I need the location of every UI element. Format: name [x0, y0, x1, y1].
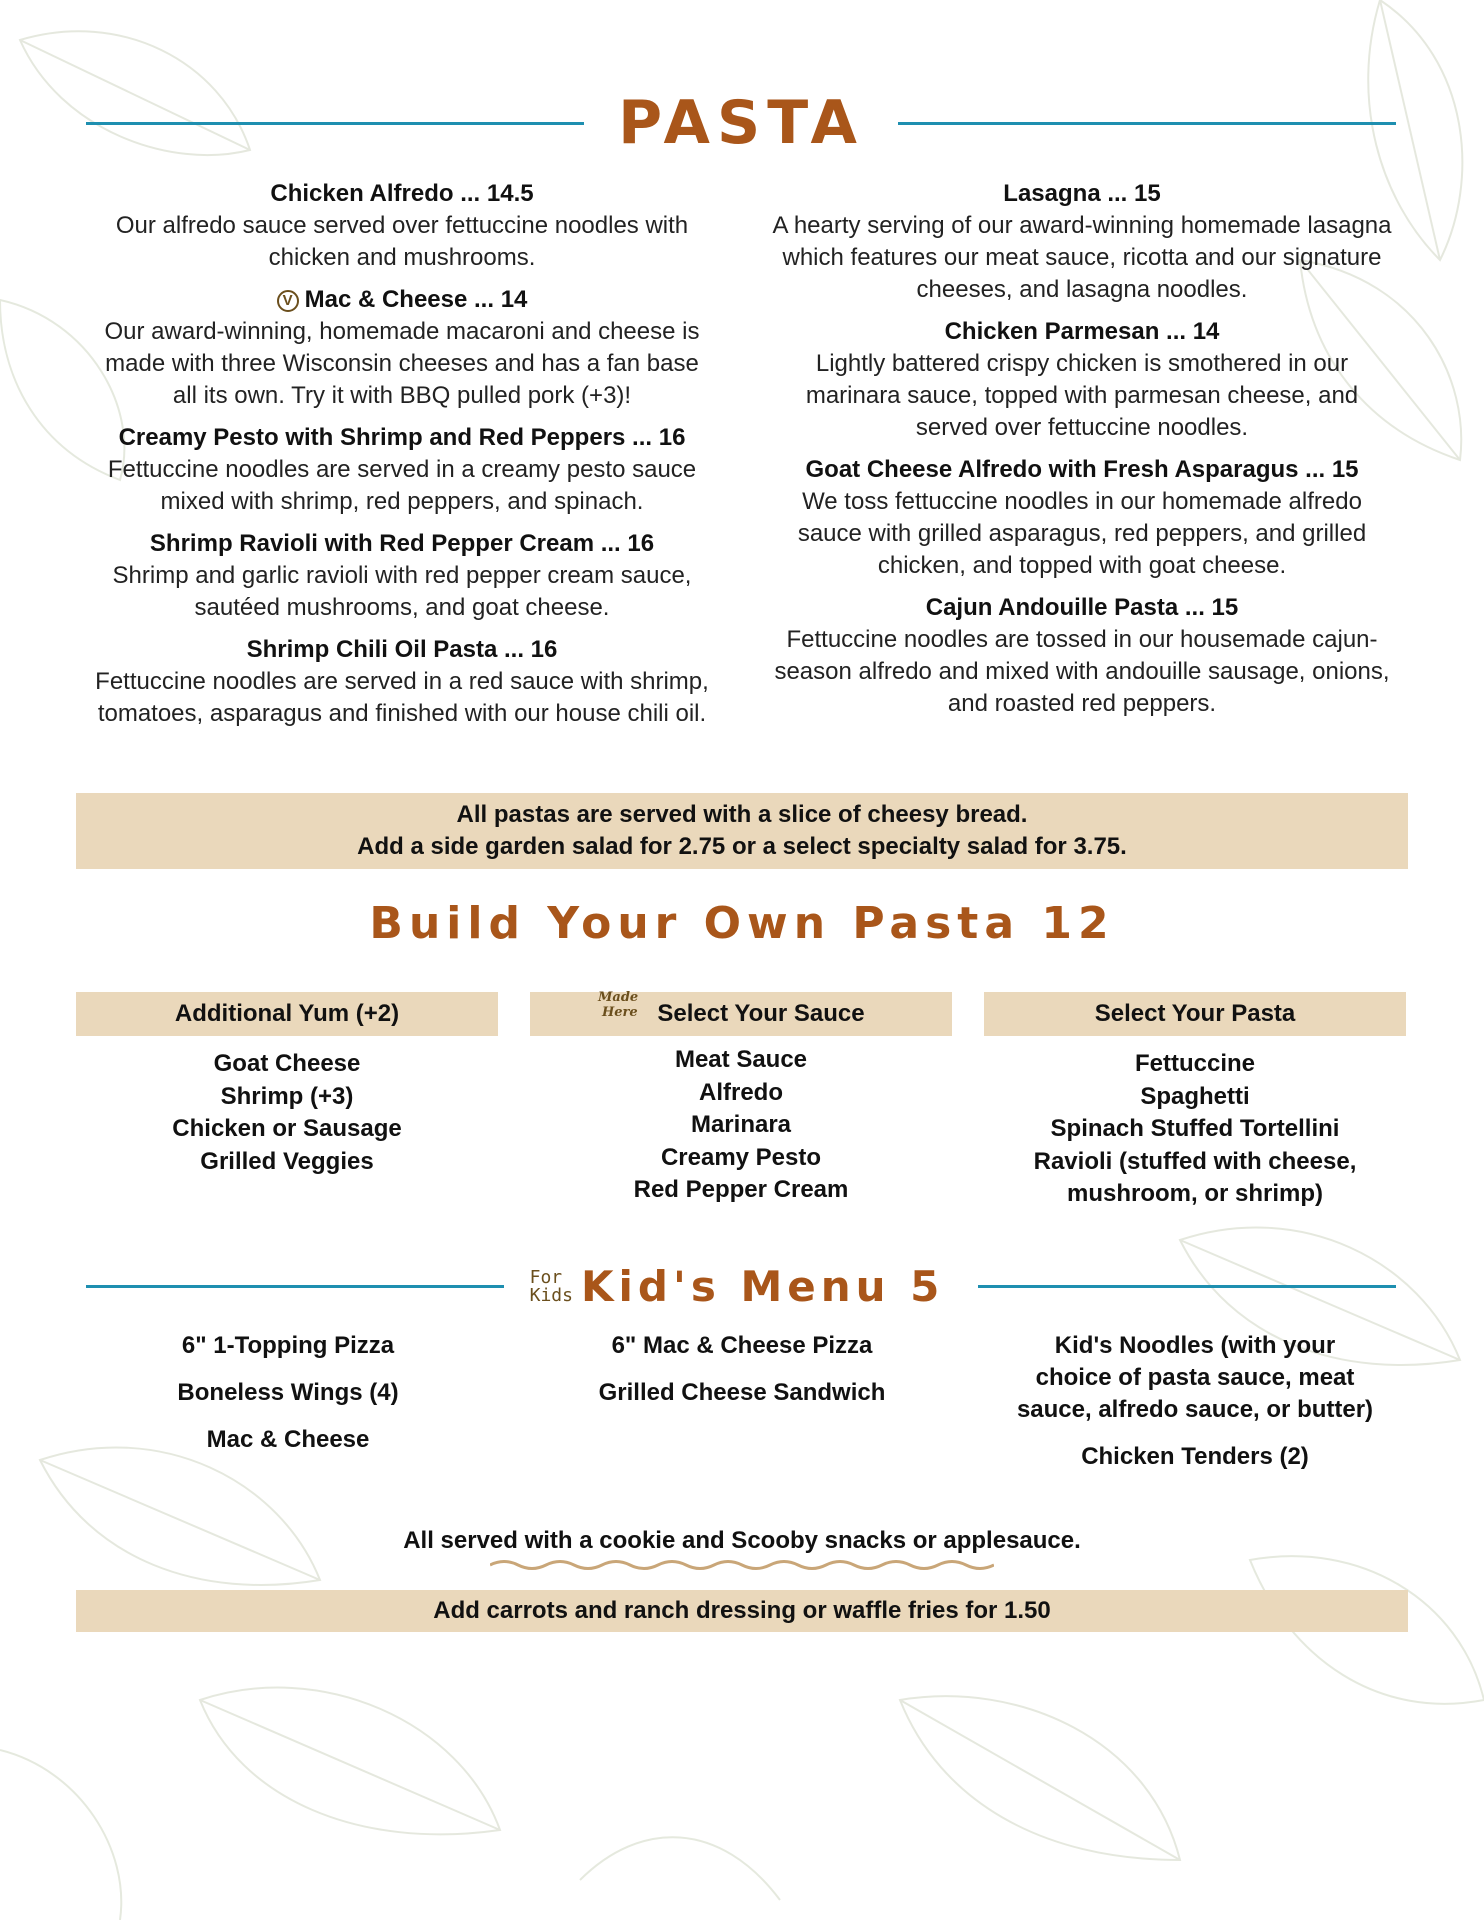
byo-option: Chicken or Sausage [172, 1115, 402, 1142]
menu-item-description: Fettuccine noodles are tossed in our housemade cajun-season alfredo and mixed with andouille sausage, onions, and roasted red peppers. [774, 626, 1390, 717]
made-here-text: Here [602, 1005, 638, 1020]
heading-rule-right [898, 122, 1396, 125]
byo-column-heading-box [530, 992, 952, 1036]
menu-item-name: Shrimp Chili Oil Pasta ... 16 [246, 636, 558, 663]
menu-item-name: Goat Cheese Alfredo with Fresh Asparagus ... 15 [805, 456, 1359, 483]
menu-item-description: Fettuccine noodles are served in a red sauce with shrimp, tomatoes, asparagus and finished with our house chili oil. [95, 668, 709, 727]
pasta-column-left [92, 178, 712, 740]
pasta-section-heading [86, 88, 1396, 158]
menu-item-name: Mac & Cheese ... 14 [304, 286, 528, 313]
menu-item-description: A hearty serving of our award-winning homemade lasagna which features our meat sauce, ricotta and our signature cheeses, and lasagna noodles. [772, 212, 1392, 303]
byo-option: Shrimp (+3) [220, 1082, 354, 1110]
kids-item: Grilled Cheese Sandwich [598, 1379, 886, 1406]
byo-option-list [984, 1048, 1406, 1211]
menu-item [92, 634, 712, 730]
byo-option: Spinach Stuffed Tortellini [1050, 1115, 1340, 1142]
banner-line: Add a side garden salad for 2.75 or a select specialty salad for 3.75. [357, 833, 1127, 860]
menu-item-name: Cajun Andouille Pasta ... 15 [925, 594, 1239, 621]
pasta-column-right [772, 178, 1392, 730]
byo-option: Spaghetti [1140, 1082, 1250, 1110]
kids-item: 6" Mac & Cheese Pizza [611, 1332, 873, 1359]
kids-addon-banner: Add carrots and ranch dressing or waffle fries for 1.50 [76, 1590, 1408, 1632]
menu-item-name: Lasagna ... 15 [1003, 180, 1161, 207]
byo-option: Goat Cheese [213, 1050, 361, 1077]
menu-item [92, 422, 712, 518]
kids-item: Kid's Noodles (with your choice of pasta sauce, meat sauce, alfredo sauce, or butter) [1016, 1332, 1374, 1423]
pasta-note-banner [76, 793, 1408, 869]
byo-column-pasta [984, 992, 1406, 1211]
menu-item [772, 178, 1392, 306]
menu-item-description: Our alfredo sauce served over fettuccine noodles with chicken and mushrooms. [115, 212, 689, 271]
menu-item [92, 178, 712, 274]
build-your-own-title: Build Your Own Pasta 12 [369, 898, 1115, 949]
for-kids-text: Kids [529, 1284, 573, 1306]
menu-item-name: Creamy Pesto with Shrimp and Red Peppers ... 16 [118, 424, 686, 451]
byo-column-heading: Additional Yum (+2) [76, 992, 498, 1036]
kids-section-heading [86, 1262, 1396, 1311]
menu-item-description: Fettuccine noodles are served in a creamy pesto sauce mixed with shrimp, red peppers, and spinach. [107, 456, 697, 515]
byo-column-sauce [530, 992, 952, 1207]
kids-item: Chicken Tenders (2) [1081, 1443, 1309, 1470]
menu-item [772, 454, 1392, 582]
byo-option-list [530, 1044, 952, 1207]
wavy-underline [490, 1558, 994, 1572]
byo-column-heading: Select Your Sauce [657, 1000, 865, 1027]
byo-column-additional [76, 992, 498, 1178]
kids-menu-title: Kid's Menu 5 [580, 1262, 945, 1311]
heading-rule-left [86, 1285, 504, 1288]
byo-option: Creamy Pesto [660, 1143, 822, 1171]
menu-item-description: Shrimp and garlic ravioli with red pepper cream sauce, sautéed mushrooms, and goat cheese. [112, 562, 692, 621]
kids-column-3 [995, 1330, 1395, 1488]
kids-note: All served with a cookie and Scooby snacks or applesauce. [403, 1527, 1081, 1554]
byo-option: Marinara [690, 1111, 792, 1138]
kids-item: Mac & Cheese [206, 1426, 370, 1453]
menu-item [92, 284, 712, 412]
vegetarian-icon: V [277, 290, 299, 312]
byo-option: Meat Sauce [674, 1046, 808, 1073]
byo-option: Fettuccine [1134, 1050, 1256, 1077]
for-kids-text: For [529, 1266, 563, 1288]
heading-rule-left [86, 122, 584, 125]
menu-item-name-row [92, 284, 712, 316]
menu-item-description: Lightly battered crispy chicken is smothered in our marinara sauce, topped with parmesan cheese, and served over fettuccine noodles. [805, 350, 1359, 441]
made-here-label [598, 990, 638, 1020]
kids-item: Boneless Wings (4) [177, 1379, 399, 1406]
banner-line: All pastas are served with a slice of cheesy bread. [456, 801, 1028, 828]
made-here-text: Made [598, 990, 639, 1005]
kids-column-2 [542, 1330, 942, 1424]
byo-column-heading: Select Your Pasta [984, 992, 1406, 1036]
pasta-title: PASTA [618, 88, 864, 158]
heading-rule-right [978, 1285, 1396, 1288]
menu-item-description: Our award-winning, homemade macaroni and cheese is made with three Wisconsin cheeses and has a fan base all its own. Try it with BBQ pulled pork (+3)! [104, 318, 700, 409]
kids-item: 6" 1-Topping Pizza [181, 1332, 395, 1359]
byo-option: Grilled Veggies [200, 1147, 374, 1175]
for-kids-label [504, 1266, 573, 1306]
menu-item [772, 592, 1392, 720]
menu-item [772, 316, 1392, 444]
menu-item-description: We toss fettuccine noodles in our homemade alfredo sauce with grilled asparagus, red peppers, and grilled chicken, and topped with goat cheese. [797, 488, 1367, 579]
byo-option: Red Pepper Cream [633, 1176, 849, 1203]
menu-item-name: Shrimp Ravioli with Red Pepper Cream ... 16 [149, 530, 655, 557]
byo-option: Alfredo [699, 1078, 783, 1106]
menu-item-name: Chicken Alfredo ... 14.5 [270, 180, 534, 207]
byo-option: Ravioli (stuffed with cheese, mushroom, or shrimp) [1033, 1147, 1357, 1207]
menu-item-name: Chicken Parmesan ... 14 [944, 318, 1220, 345]
byo-option-list [76, 1048, 498, 1178]
menu-item [92, 528, 712, 624]
kids-column-1 [88, 1330, 488, 1471]
